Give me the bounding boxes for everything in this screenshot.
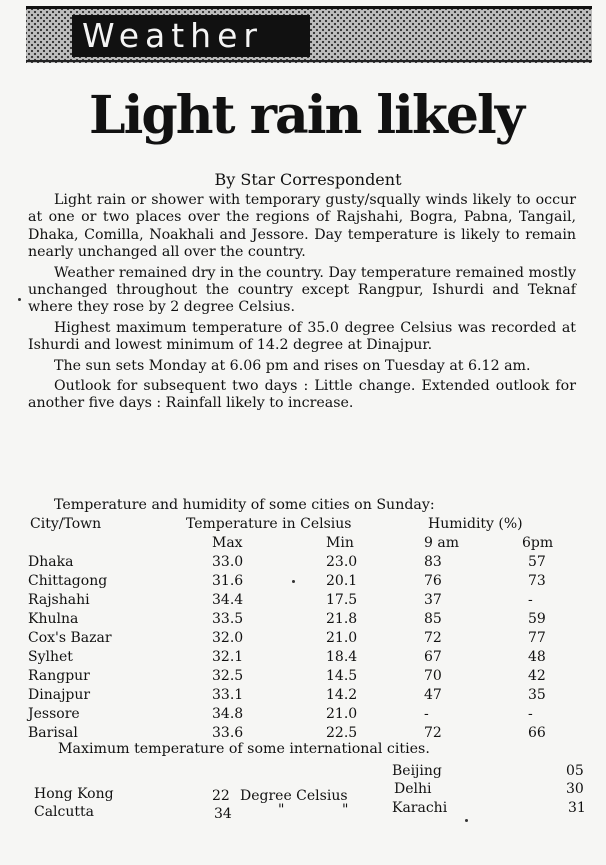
max-temp: 33.6 xyxy=(212,725,244,741)
header-humidity: Humidity (%) xyxy=(428,516,523,532)
ditto-mark: " xyxy=(278,802,285,818)
city-name: Chittagong xyxy=(28,573,108,589)
humidity-6pm: 57 xyxy=(528,554,546,570)
banner-rule xyxy=(26,60,592,62)
article-body xyxy=(28,192,576,416)
max-temp: 33.5 xyxy=(212,611,244,627)
max-temp: 31.6 xyxy=(212,573,244,589)
value-delhi: 30 xyxy=(566,781,584,797)
city-beijing: Beijing xyxy=(392,763,442,779)
humidity-6pm: 35 xyxy=(528,687,546,703)
humidity-9am: 47 xyxy=(424,687,442,703)
city-name: Dhaka xyxy=(28,554,74,570)
max-temp: 32.5 xyxy=(212,668,244,684)
city-name: Barisal xyxy=(28,725,78,741)
print-speck xyxy=(18,298,21,301)
headline: Light rain likely xyxy=(89,85,523,146)
table-row xyxy=(28,592,584,610)
city-calcutta: Calcutta xyxy=(34,804,94,820)
international-title: Maximum temperature of some international cities. xyxy=(58,741,430,757)
humidity-6pm: 59 xyxy=(528,611,546,627)
subheader-max: Max xyxy=(212,535,243,551)
min-temp: 23.0 xyxy=(326,554,358,570)
min-temp: 21.8 xyxy=(326,611,358,627)
table-row xyxy=(28,611,584,629)
paragraph: Light rain or shower with temporary gusty/squally winds likely to occur at one or two places over the regions of Rajshahi, Bogra, Pabna, Tangail, Dhaka, Comilla, Noakhali and Jessore. Day temperature is likely to remain nearly unchanged all over the country. xyxy=(28,192,576,261)
humidity-6pm: 66 xyxy=(528,725,546,741)
humidity-9am: 83 xyxy=(424,554,442,570)
subheader-min: Min xyxy=(326,535,354,551)
min-temp: 21.0 xyxy=(326,630,358,646)
humidity-6pm: - xyxy=(528,592,533,608)
humidity-9am: 70 xyxy=(424,668,442,684)
table-intro: Temperature and humidity of some cities on Sunday: xyxy=(54,497,435,513)
paragraph: Weather remained dry in the country. Day temperature remained mostly unchanged throughout the country except Rangpur, Ishurdi and Teknaf where they rose by 2 degree Celsius. xyxy=(28,264,576,316)
humidity-9am: 76 xyxy=(424,573,442,589)
city-karachi: Karachi xyxy=(392,800,448,816)
table-row xyxy=(28,554,584,572)
humidity-6pm: 77 xyxy=(528,630,546,646)
unit-label: Degree Celsius xyxy=(240,788,348,804)
value-calcutta: 34 xyxy=(214,806,232,822)
value-karachi: 31 xyxy=(568,800,586,816)
city-hong-kong: Hong Kong xyxy=(34,786,114,802)
section-banner xyxy=(26,6,592,63)
table-row xyxy=(28,706,584,724)
subheader-9am: 9 am xyxy=(424,535,459,551)
city-name: Dinajpur xyxy=(28,687,91,703)
max-temp: 33.1 xyxy=(212,687,244,703)
max-temp: 34.4 xyxy=(212,592,244,608)
humidity-6pm: 48 xyxy=(528,649,546,665)
min-temp: 20.1 xyxy=(326,573,358,589)
paragraph: The sun sets Monday at 6.06 pm and rises on Tuesday at 6.12 am. xyxy=(54,357,531,374)
humidity-9am: 72 xyxy=(424,630,442,646)
max-temp: 33.0 xyxy=(212,554,244,570)
max-temp: 34.8 xyxy=(212,706,244,722)
humidity-9am: - xyxy=(424,706,429,722)
city-name: Jessore xyxy=(28,706,80,722)
city-name: Cox's Bazar xyxy=(28,630,112,646)
table-row xyxy=(28,687,584,705)
min-temp: 14.5 xyxy=(326,668,358,684)
humidity-9am: 37 xyxy=(424,592,442,608)
city-name: Rangpur xyxy=(28,668,90,684)
value-beijing: 05 xyxy=(566,763,584,779)
print-speck xyxy=(292,580,295,583)
humidity-9am: 72 xyxy=(424,725,442,741)
min-temp: 17.5 xyxy=(326,592,358,608)
min-temp: 21.0 xyxy=(326,706,358,722)
ditto-mark: " xyxy=(342,802,349,818)
humidity-9am: 67 xyxy=(424,649,442,665)
table-row xyxy=(28,573,584,591)
humidity-9am: 85 xyxy=(424,611,442,627)
byline: By Star Correspondent xyxy=(214,170,402,189)
paragraph: Highest maximum temperature of 35.0 degree Celsius was recorded at Ishurdi and lowest minimum of 14.2 degree at Dinajpur. xyxy=(28,319,576,354)
max-temp: 32.0 xyxy=(212,630,244,646)
max-temp: 32.1 xyxy=(212,649,244,665)
city-name: Rajshahi xyxy=(28,592,90,608)
table-row xyxy=(28,649,584,667)
subheader-6pm: 6pm xyxy=(522,535,554,551)
print-speck xyxy=(465,819,468,822)
city-delhi: Delhi xyxy=(394,781,432,797)
city-name: Sylhet xyxy=(28,649,73,665)
header-city: City/Town xyxy=(30,516,102,532)
value-hong-kong: 22 xyxy=(212,788,230,804)
humidity-6pm: - xyxy=(528,706,533,722)
humidity-6pm: 73 xyxy=(528,573,546,589)
table-row xyxy=(28,630,584,648)
city-name: Khulna xyxy=(28,611,79,627)
min-temp: 22.5 xyxy=(326,725,358,741)
section-label: Weather xyxy=(72,15,310,57)
table-row xyxy=(28,668,584,686)
header-temperature: Temperature in Celsius xyxy=(186,516,352,532)
min-temp: 18.4 xyxy=(326,649,358,665)
min-temp: 14.2 xyxy=(326,687,358,703)
humidity-6pm: 42 xyxy=(528,668,546,684)
paragraph: Outlook for subsequent two days : Little change. Extended outlook for another five days : Rainfall likely to increase. xyxy=(28,378,576,412)
